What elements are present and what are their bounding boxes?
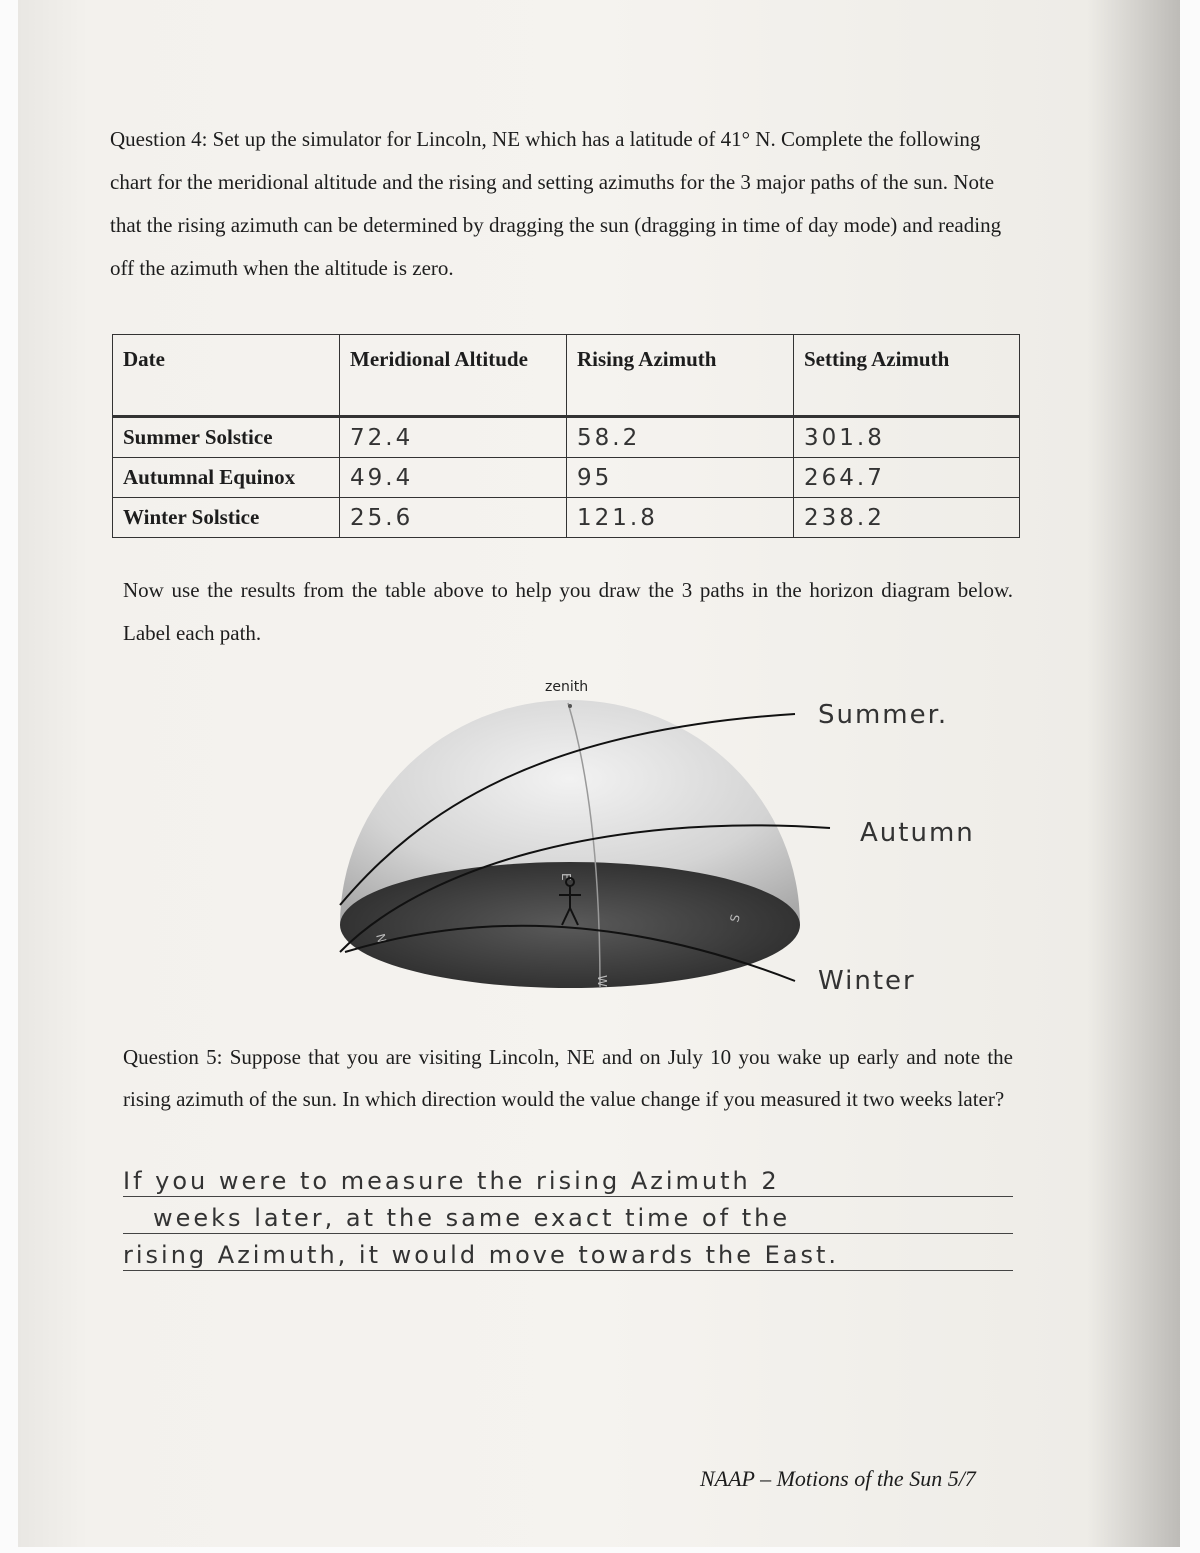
scan-margin-left <box>0 0 18 1553</box>
header-rising-azimuth: Rising Azimuth <box>567 335 794 417</box>
row-rising: 58.2 <box>567 417 794 458</box>
sun-paths-table <box>112 334 1020 538</box>
east-label: E <box>559 873 573 881</box>
zenith-label: zenith <box>545 679 589 695</box>
north-label: N <box>373 932 389 945</box>
answer-block <box>123 1166 1013 1277</box>
south-label: S <box>727 912 743 924</box>
scan-margin-bottom <box>0 1547 1200 1553</box>
question-5-text: Question 5: Suppose that you are visiting Lincoln, NE and on July 10 you wake up early and note the rising azimuth of the sun. In which direction would the value change if you measured it two weeks later? <box>123 1045 1013 1111</box>
row-setting: 301.8 <box>794 417 1020 458</box>
row-altitude: 72.4 <box>340 417 567 458</box>
west-label: W <box>595 975 609 987</box>
table-header-row <box>113 335 1020 417</box>
row-altitude: 25.6 <box>340 498 567 538</box>
page-footer: NAAP – Motions of the Sun 5/7 <box>700 1466 976 1491</box>
row-date: Winter Solstice <box>113 498 340 538</box>
header-meridional-altitude: Meridional Altitude <box>340 335 567 417</box>
table-row <box>113 417 1020 458</box>
question-4 <box>110 118 1015 290</box>
row-date: Summer Solstice <box>113 417 340 458</box>
answer-line: If you were to measure the rising Azimuth 2 <box>123 1166 1013 1197</box>
answer-line: weeks later, at the same exact time of the <box>123 1203 1013 1234</box>
horizon-plane <box>340 862 800 988</box>
header-date: Date <box>113 335 340 417</box>
summer-path-label: Summer. <box>818 700 949 730</box>
row-setting: 238.2 <box>794 498 1020 538</box>
question-5 <box>123 1036 1013 1120</box>
row-date: Autumnal Equinox <box>113 458 340 498</box>
row-rising: 121.8 <box>567 498 794 538</box>
question-4-text: Question 4: Set up the simulator for Lincoln, NE which has a latitude of 41° N. Complete the following chart for the meridional altitude and the rising and setting azimuths for the 3 major paths of the sun. Note that the rising azimuth can be determined by dragging the sun (dragging in time of day mode) and reading off the azimuth when the altitude is zero. <box>110 127 1002 280</box>
autumn-path-label: Autumn <box>860 818 975 848</box>
row-altitude: 49.4 <box>340 458 567 498</box>
table-row <box>113 498 1020 538</box>
winter-path-label: Winter <box>818 966 916 996</box>
header-setting-azimuth: Setting Azimuth <box>794 335 1020 417</box>
scan-margin-right <box>1180 0 1200 1553</box>
draw-instruction: Now use the results from the table above to help you draw the 3 paths in the horizon diagram below. Label each path. <box>123 578 1013 645</box>
row-rising: 95 <box>567 458 794 498</box>
answer-line: rising Azimuth, it would move towards the East. <box>123 1240 1013 1271</box>
row-setting: 264.7 <box>794 458 1020 498</box>
table-row <box>113 458 1020 498</box>
zenith-point <box>568 704 572 708</box>
